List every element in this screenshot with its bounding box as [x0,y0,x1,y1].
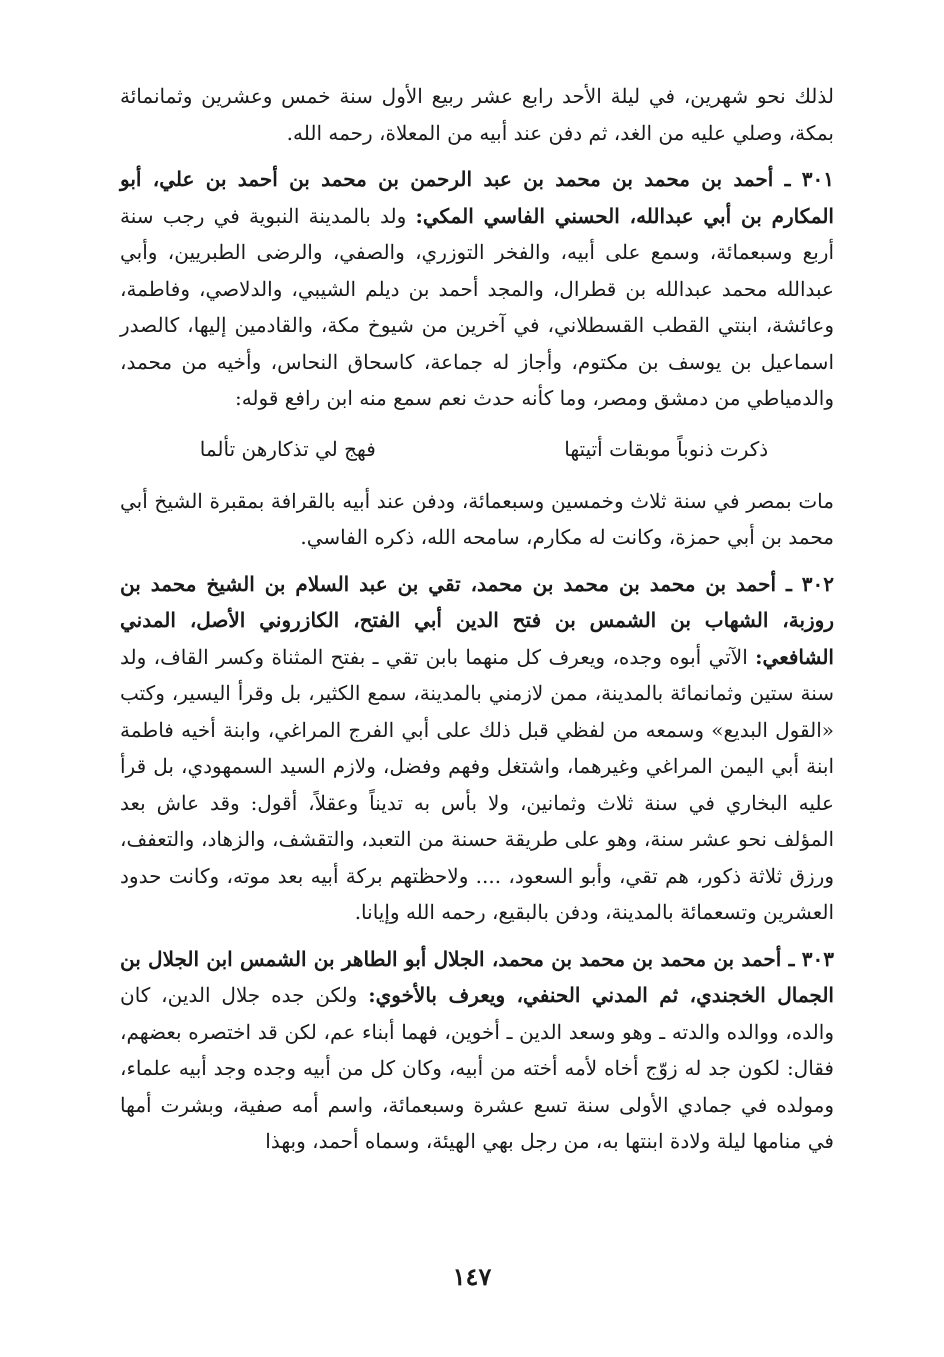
verse-first-hemistich: ذكرت ذنوباً موبقات أتيتها [564,436,769,461]
verse-second-hemistich: فهج لي تذكارهن تألما [199,436,376,461]
intro-text: لذلك نحو شهرين، في ليلة الأحد رابع عشر ربيع الأول سنة خمس وعشرين وثمانمائة بمكة، وصلي عليه من الغد، ثم دفن عند أبيه من المعلاة، رحمه الله. [120,84,834,145]
entry-301-after-text: مات بمصر في سنة ثلاث وخمسين وسبعمائة، ودفن عند أبيه بالقرافة بمقبرة الشيخ أبي محمد بن أبي حمزة، وكانت له مكارم، سامحه الله، ذكره الفاسي. [120,488,834,549]
entry-301 [120,161,834,417]
intro-paragraph [120,78,834,151]
entry-301-body: ولد بالمدينة النبوية في رجب سنة أربع وسبعمائة، وسمع على أبيه، والفخر التوزري، والصفي، والرضى الطبريين، وأبي عبدالله محمد عبدالله بن قطرال، والمجد أحمد بن ديلم الشيبي، والدلاصي، وفاطمة، وعائشة، ابنتي القطب القسطلاني، في آخرين من شيوخ مكة، والقادمين إليها، كالصدر اسماعيل بن يوسف بن مكتوم، وأجاز له جماعة، كاسحاق النحاس، وأخيه من محمد، والدمياطي من دمشق ومصر، وما كأنه حدث نعم سمع منه ابن رافع قوله: [120,203,834,410]
entry-302 [120,566,834,931]
entry-301-after [120,483,834,556]
page-number: ١٤٧ [452,1262,492,1291]
entry-301-heading: ٣٠١ ـ أحمد بن محمد بن محمد بن عبد الرحمن بن محمد بن أحمد بن علي، أبو المكارم بن أبي عبدالله، الحسني الفاسي المكي: [120,167,834,228]
entry-302-heading: ٣٠٢ ـ أحمد بن محمد بن محمد بن محمد، تقي بن عبد السلام بن الشيخ محمد بن روزبة، الشهاب بن الشمس بن فتح الدين أبي الفتح، الكازروني الأصل، المدني الشافعي: [120,571,834,669]
entry-303-body: ولكن جده جلال الدين، كان والده، ووالده والدته ـ وهو وسعد الدين ـ أخوين، فهما أبناء عم، لكن قد اختصره بعضهم، فقال: لكون جد له زوّج أخاه لأمه أخته من أبيه، وكان كل من أبيه وجده وجد أبيه علماء، ومولده في جمادي الأولى سنة تسع عشرة وسبعمائة، واسم أمه صفية، وبشرت أمها في منامها ليلة ولادة ابنتها به، من رجل بهي الهيئة، وسماه أحمد، وبهذا [120,983,834,1153]
entry-303 [120,941,834,1160]
entry-303-heading: ٣٠٣ ـ أحمد بن محمد بن محمد بن محمد، الجلال أبو الطاهر بن الشمس ابن الجلال بن الجمال الخجندي، ثم المدني الحنفي، ويعرف بالأخوي: [120,946,834,1007]
verse-line [120,431,834,467]
entry-302-body: الآتي أبوه وجده، ويعرف كل منهما بابن تقي ـ بفتح المثناة وكسر القاف، ولد سنة ستين وثمانمائة بالمدينة، ممن لازمني بالمدينة، سمع الكثير، بل وقرأ اليسير، وكتب «القول البديع» وسمعه من لفظي قبل ذلك على أبي الفرج المراغي، وابنة أخيه فاطمة ابنة أبي اليمن المراغي وغيرهما، واشتغل وفهم وفضل، ولازم السيد السمهودي، بل قرأ عليه البخاري في سنة ثلاث وثمانين، ولا بأس به تديناً وعقلاً، أقول: وقد عاش بعد المؤلف نحو عشر سنة، وهو على طريقة حسنة من التعبد، والتقشف، والزهاد، والتعفف، ورزق ثلاثة ذكور، هم تقي، وأبو السعود، .... ولاحظتهم بركة أبيه بعد موته، وكانت حدود العشرين وتسعمائة بالمدينة، ودفن بالبقيع، رحمه الله وإيانا. [120,644,834,924]
